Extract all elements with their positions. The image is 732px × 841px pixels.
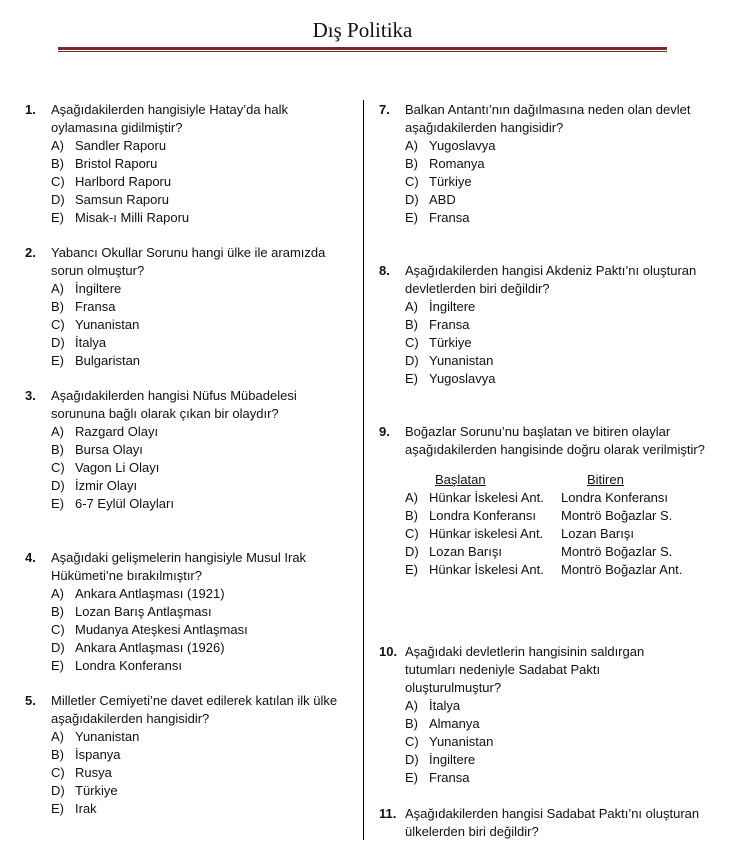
option-letter: A) [51, 424, 64, 439]
question-text: Balkan Antantı’nın dağılmasına neden olan devlet aşağıdakilerden hangisidir? [405, 102, 691, 135]
question-8 [379, 262, 714, 388]
option-b[interactable] [379, 507, 714, 525]
option-a[interactable] [379, 137, 709, 155]
option-e[interactable] [379, 769, 679, 787]
option-letter: E) [51, 801, 64, 816]
option-a[interactable] [25, 280, 355, 298]
option-text: Yunanistan [75, 317, 140, 332]
option-letter: D) [405, 544, 419, 559]
option-b[interactable] [379, 316, 714, 334]
option-d[interactable] [25, 639, 335, 657]
option-letter: B) [405, 716, 418, 731]
option-text: Türkiye [429, 335, 472, 350]
option-e[interactable] [379, 209, 709, 227]
question-number: 7. [379, 102, 390, 117]
option-letter: C) [405, 335, 419, 350]
option-letter: A) [51, 729, 64, 744]
option-d[interactable] [25, 477, 325, 495]
option-letter: A) [51, 586, 64, 601]
option-b[interactable] [25, 441, 325, 459]
option-text: İtalya [75, 335, 107, 350]
option-letter: D) [405, 752, 419, 767]
option-letter: C) [51, 460, 65, 475]
option-text: Mudanya Ateşkesi Antlaşması [75, 622, 248, 637]
question-text: Boğazlar Sorunu’nu başlatan ve bitiren olaylar aşağıdakilerden hangisinde doğru olarak verilmiştir? [405, 424, 705, 457]
question-3 [25, 387, 325, 513]
option-letter: A) [51, 281, 64, 296]
option-text: İngiltere [429, 299, 476, 314]
question-number: 5. [25, 693, 36, 708]
option-text: Yugoslavya [429, 371, 496, 386]
option-text: Ankara Antlaşması (1921) [75, 586, 225, 601]
option-text: Fransa [429, 770, 470, 785]
option-e[interactable] [25, 209, 355, 227]
option-text: Fransa [429, 210, 470, 225]
option-end: Montrö Boğazlar S. [561, 508, 673, 523]
option-letter: B) [51, 442, 64, 457]
option-text: Yugoslavya [429, 138, 496, 153]
option-text: İngiltere [75, 281, 122, 296]
option-letter: E) [51, 496, 64, 511]
question-text: Aşağıdakilerden hangisi Akdeniz Paktı’nı oluşturan devletlerden biri değildir? [405, 263, 697, 296]
option-letter: B) [51, 747, 64, 762]
table-header [379, 471, 714, 489]
option-c[interactable] [25, 173, 355, 191]
question-10 [379, 643, 679, 787]
option-d[interactable] [25, 334, 355, 352]
option-letter: C) [51, 174, 65, 189]
option-text: ABD [429, 192, 456, 207]
option-text: İtalya [429, 698, 461, 713]
option-text: Londra Konferansı [75, 658, 182, 673]
option-letter: C) [51, 765, 65, 780]
option-b[interactable] [25, 746, 360, 764]
option-letter: D) [51, 640, 65, 655]
title-rule-thick [58, 47, 667, 50]
question-number: 4. [25, 550, 36, 565]
option-letter: E) [51, 210, 64, 225]
option-text: İngiltere [429, 752, 476, 767]
option-text: Türkiye [429, 174, 472, 189]
option-c[interactable] [379, 733, 679, 751]
option-e[interactable] [25, 657, 335, 675]
option-text: Yunanistan [429, 353, 494, 368]
option-c[interactable] [379, 173, 709, 191]
option-text: Rusya [75, 765, 112, 780]
option-start: Londra Konferansı [429, 508, 536, 523]
option-letter: D) [51, 335, 65, 350]
option-letter: B) [405, 508, 418, 523]
option-e[interactable] [379, 561, 714, 579]
question-text: Aşağıdaki devletlerin hangisinin saldırgan tutumları nedeniyle Sadabat Paktı oluşturulmuştur? [405, 644, 645, 695]
option-b[interactable] [379, 715, 679, 733]
option-text: Bristol Raporu [75, 156, 158, 171]
option-letter: D) [405, 192, 419, 207]
option-start: Hünkar iskelesi Ant. [429, 526, 544, 541]
option-text: Yunanistan [75, 729, 140, 744]
option-text: İzmir Olayı [75, 478, 138, 493]
option-text: 6-7 Eylül Olayları [75, 496, 174, 511]
option-text: Irak [75, 801, 97, 816]
option-text: Türkiye [75, 783, 118, 798]
title-rule-thin [58, 51, 667, 52]
option-d[interactable] [379, 751, 679, 769]
option-text: Almanya [429, 716, 480, 731]
question-text: Yabancı Okullar Sorunu hangi ülke ile aramızda sorun olmuştur? [51, 245, 326, 278]
option-letter: D) [405, 353, 419, 368]
option-end: Montrö Boğazlar S. [561, 544, 673, 559]
question-9 [379, 423, 714, 579]
option-letter: C) [51, 622, 65, 637]
header-baslatan: Başlatan [435, 472, 486, 487]
option-text: Lozan Barış Antlaşması [75, 604, 212, 619]
option-c[interactable] [25, 621, 335, 639]
question-number: 11. [379, 806, 397, 821]
option-c[interactable] [25, 764, 360, 782]
option-letter: B) [405, 317, 418, 332]
option-letter: C) [405, 526, 419, 541]
option-e[interactable] [379, 370, 714, 388]
page-title: Dış Politika [312, 18, 413, 42]
option-letter: A) [405, 299, 418, 314]
option-letter: C) [51, 317, 65, 332]
option-d[interactable] [379, 352, 714, 370]
option-text: Fransa [75, 299, 116, 314]
option-a[interactable] [25, 728, 360, 746]
question-number: 8. [379, 263, 390, 278]
option-c[interactable] [379, 525, 714, 543]
option-start: Hünkar İskelesi Ant. [429, 490, 544, 505]
option-a[interactable] [25, 137, 355, 155]
option-letter: C) [405, 734, 419, 749]
option-end: Londra Konferansı [561, 490, 668, 505]
option-c[interactable] [25, 459, 325, 477]
question-7 [379, 101, 709, 227]
option-text: Sandler Raporu [75, 138, 167, 153]
option-letter: E) [51, 658, 64, 673]
option-text: Vagon Li Olayı [75, 460, 160, 475]
option-a[interactable] [379, 489, 714, 507]
option-text: Razgard Olayı [75, 424, 159, 439]
option-d[interactable] [379, 191, 709, 209]
option-letter: A) [405, 698, 418, 713]
option-text: Fransa [429, 317, 470, 332]
option-text: Harlbord Raporu [75, 174, 172, 189]
question-number: 1. [25, 102, 36, 117]
option-letter: C) [405, 174, 419, 189]
option-letter: E) [405, 371, 418, 386]
question-4 [25, 549, 335, 675]
option-text: Bulgaristan [75, 353, 141, 368]
option-text: Ankara Antlaşması (1926) [75, 640, 225, 655]
option-letter: B) [51, 156, 64, 171]
option-letter: B) [405, 156, 418, 171]
option-e[interactable] [25, 800, 360, 818]
option-start: Hünkar İskelesi Ant. [429, 562, 544, 577]
question-number: 2. [25, 245, 36, 260]
option-a[interactable] [25, 585, 335, 603]
option-start: Lozan Barışı [429, 544, 502, 559]
option-c[interactable] [379, 334, 714, 352]
option-b[interactable] [25, 603, 335, 621]
option-letter: D) [51, 192, 65, 207]
option-a[interactable] [25, 423, 325, 441]
option-letter: B) [51, 604, 64, 619]
option-b[interactable] [25, 155, 355, 173]
option-letter: E) [405, 210, 418, 225]
option-letter: D) [51, 783, 65, 798]
option-letter: E) [405, 770, 418, 785]
option-letter: E) [405, 562, 418, 577]
question-text: Aşağıdakilerden hangisiyle Hatay’da halk oylamasına gidilmiştir? [51, 102, 289, 135]
question-1 [25, 101, 355, 227]
option-d[interactable] [25, 191, 355, 209]
option-letter: B) [51, 299, 64, 314]
option-c[interactable] [25, 316, 355, 334]
question-2 [25, 244, 355, 370]
question-number: 3. [25, 388, 36, 403]
option-b[interactable] [25, 298, 355, 316]
option-a[interactable] [379, 697, 679, 715]
option-a[interactable] [379, 298, 714, 316]
question-text: Aşağıdakilerden hangisi Nüfus Mübadelesi sorununa bağlı olarak çıkan bir olaydır? [51, 388, 297, 421]
option-end: Montrö Boğazlar Ant. [561, 562, 683, 577]
column-divider [363, 100, 364, 840]
option-letter: A) [51, 138, 64, 153]
option-b[interactable] [379, 155, 709, 173]
option-text: Yunanistan [429, 734, 494, 749]
option-letter: A) [405, 138, 418, 153]
option-letter: A) [405, 490, 418, 505]
option-text: Misak-ı Milli Raporu [75, 210, 190, 225]
question-text: Aşağıdakilerden hangisi Sadabat Paktı’nı oluşturan ülkelerden biri değildir? [405, 806, 700, 839]
option-text: İspanya [75, 747, 121, 762]
option-d[interactable] [25, 782, 360, 800]
option-e[interactable] [25, 352, 355, 370]
question-text: Aşağıdaki gelişmelerin hangisiyle Musul Irak Hükümeti’ne bırakılmıştır? [51, 550, 307, 583]
question-5 [25, 692, 360, 818]
option-text: Samsun Raporu [75, 192, 169, 207]
option-end: Lozan Barışı [561, 526, 634, 541]
question-number: 9. [379, 424, 390, 439]
option-d[interactable] [379, 543, 714, 561]
question-11 [379, 805, 714, 841]
option-letter: E) [51, 353, 64, 368]
option-e[interactable] [25, 495, 325, 513]
option-text: Romanya [429, 156, 485, 171]
header-bitiren: Bitiren [587, 472, 624, 487]
question-text: Milletler Cemiyeti’ne davet edilerek katılan ilk ülke aşağıdakilerden hangisidir? [51, 693, 338, 726]
question-number: 10. [379, 644, 398, 659]
option-letter: D) [51, 478, 65, 493]
option-text: Bursa Olayı [75, 442, 143, 457]
